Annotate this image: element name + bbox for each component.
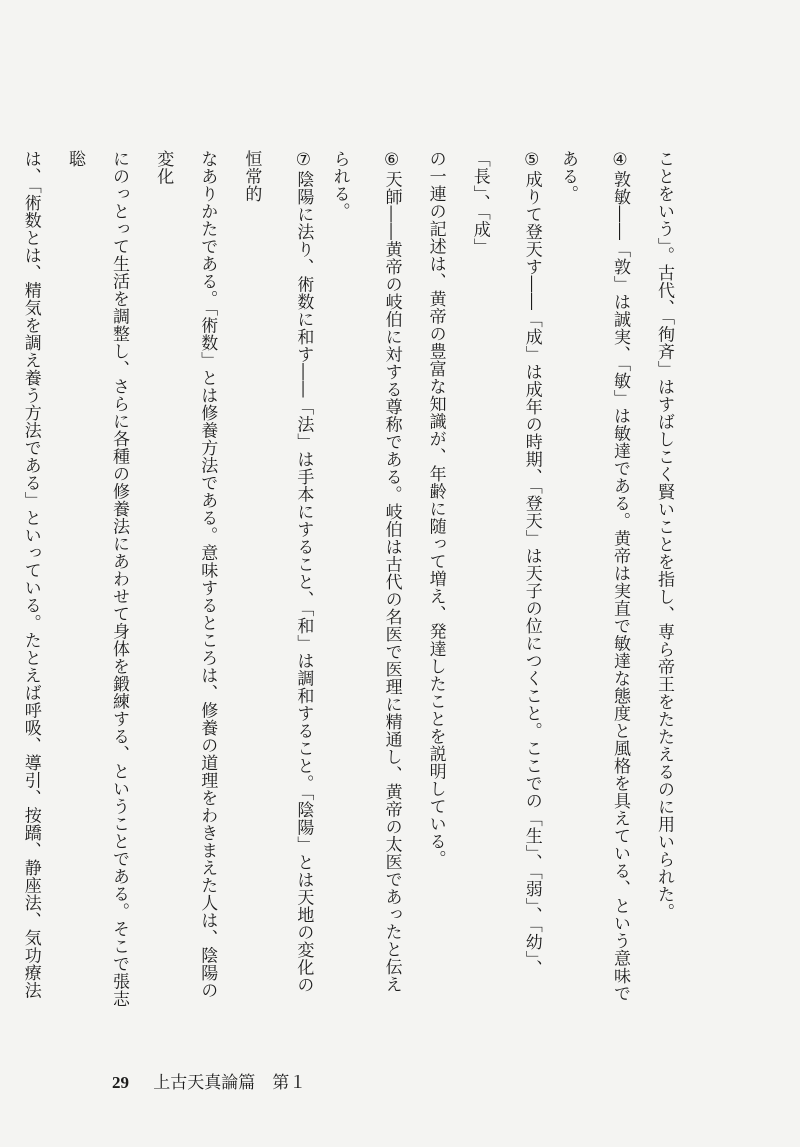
note-number: ④ (610, 150, 630, 171)
page-number: 29 (112, 1073, 129, 1092)
note-7 (233, 150, 321, 1010)
page-footer (112, 1068, 306, 1093)
note-number: ⑥ (381, 150, 402, 171)
note-text: ことをいう」。古代、「徇斉」はすばしこく賢いことを指し、専ら帝王をたたえるのに用いられた。 (654, 150, 674, 921)
running-title: 上古天真論篇 第１ (153, 1073, 307, 1092)
note-5 (462, 150, 550, 1010)
note-text: にのっとって生活を調整し、さらに各種の修養法にあわせて身体を鍛練する、ということである。そこで張志聡 (64, 150, 129, 1008)
note-3-continuation (638, 150, 690, 1010)
note-5-line-2 (410, 150, 462, 1010)
note-text: 陰陽に法り、術数に和す――「法」は手本にすること、「和」は調和すること。「陰陽」とは天地の変化の恒常的 (241, 150, 314, 994)
note-text: 敦敏――「敦」は誠実、「敏」は敏達である。黄帝は実直で敏達な態度と風格を具えている、という意味である。 (558, 150, 630, 1002)
note-text: なありかたである。「術数」とは修養方法である。意味するところは、修養の道理をわきまえた人は、陰陽の変化 (153, 150, 218, 999)
note-text: は、「術数とは、精気を調え養う方法である」といっている。たとえば呼吸、導引、按蹻、静座法、気功療法 (20, 150, 41, 999)
note-7-line-4 (0, 150, 57, 1010)
note-number: ⑤ (521, 150, 542, 171)
note-4 (550, 150, 638, 1010)
note-text: 天師――黄帝の岐伯に対する尊称である。岐伯は古代の名医で医理に精通し、黄帝の太医であったと伝えられる。 (329, 150, 402, 993)
note-number: ⑦ (293, 150, 314, 171)
note-text: の一連の記述は、黄帝の豊富な知識が、年齢に随って増え、発達したことを説明している。 (425, 150, 446, 868)
note-text: 成りて登天す――「成」は成年の時期、「登天」は天子の位につくこと。ここでの「生」、「弱」、「幼」、「長」、「成」 (469, 150, 542, 977)
note-6 (321, 150, 409, 1010)
note-7-line-3 (57, 150, 145, 1010)
annotation-text-block (0, 150, 690, 1010)
note-7-line-2 (145, 150, 233, 1010)
